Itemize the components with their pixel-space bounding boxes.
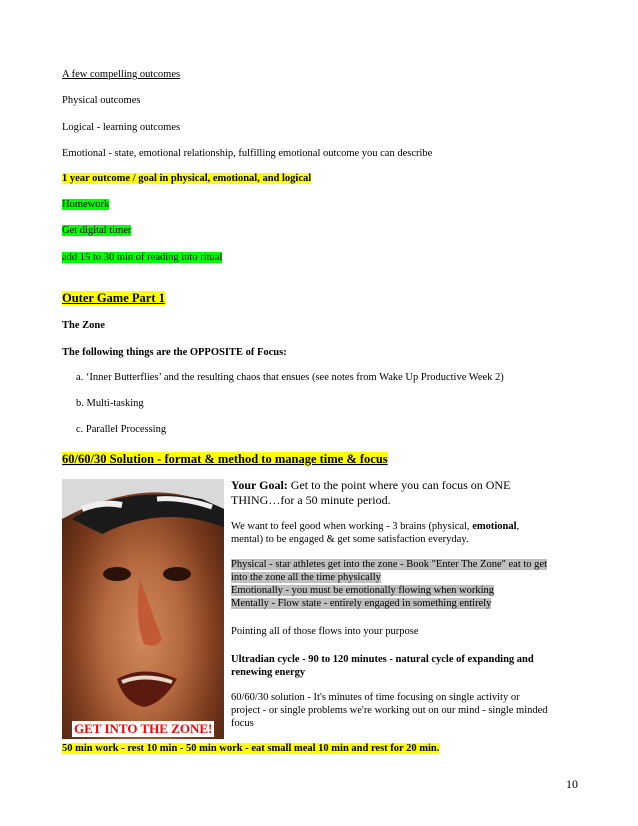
- brains-text-comma: ,: [516, 521, 520, 532]
- one-year-goal: [62, 172, 311, 185]
- the-zone-heading: The Zone: [62, 320, 105, 331]
- logical-outcomes: Logical - learning outcomes: [62, 122, 181, 133]
- cyclist-photo: [62, 479, 224, 739]
- physical-outcomes: Physical outcomes: [62, 95, 141, 106]
- emotional-flow-line: [231, 584, 571, 597]
- photo-caption: GET INTO THE ZONE!: [74, 721, 213, 736]
- goal-text-1: Get to the point where you can focus on ONE: [287, 478, 511, 492]
- emotional-outcomes: Emotional - state, emotional relationship, fulfilling emotional outcome you can describe: [62, 148, 433, 159]
- purpose-line: Pointing all of those flows into your purpose: [231, 626, 419, 637]
- homework-label: [62, 198, 109, 211]
- opposite-of-focus-heading: The following things are the OPPOSITE of Focus:: [62, 347, 287, 358]
- work-rest-schedule-text: 50 min work - rest 10 min - 50 min work - eat small meal 10 min and rest for 20 min.: [62, 743, 440, 754]
- solution-paragraph-line-3: focus: [231, 718, 254, 729]
- brains-paragraph-line-2: mental) to be engaged & get some satisfaction everyday.: [231, 534, 469, 545]
- solution-heading-text: 60/60/30 Solution - format & method to manage time & focus: [62, 452, 388, 466]
- solution-paragraph-line-1: 60/60/30 solution - It's minutes of time focusing on single activity or: [231, 692, 520, 703]
- reading-task: [62, 251, 222, 264]
- one-year-goal-text: 1 year outcome / goal in physical, emotional, and logical: [62, 173, 312, 184]
- mental-flow-line: [231, 597, 571, 610]
- brains-text-a: We want to feel good when working - 3 brains (physical,: [231, 521, 473, 532]
- list-item-parallel-processing: c. Parallel Processing: [76, 424, 167, 435]
- outcomes-heading: A few compelling outcomes: [62, 69, 181, 80]
- brains-text-emotional: emotional: [472, 521, 517, 532]
- digital-timer-text: Get digital timer: [62, 225, 132, 236]
- ultradian-line-1: Ultradian cycle - 90 to 120 minutes - natural cycle of expanding and: [231, 654, 534, 665]
- physical-zone-line-1: [231, 558, 571, 571]
- outer-game-heading-text: Outer Game Part 1: [62, 291, 165, 305]
- page-number: 10: [566, 777, 578, 791]
- mental-flow-text: Mentally - Flow state - entirely engaged in something entirely: [231, 598, 492, 609]
- goal-line-2: THING…for a 50 minute period.: [231, 493, 391, 507]
- physical-zone-line-2: [231, 571, 571, 584]
- emotional-flow-text: Emotionally - you must be emotionally flowing when working: [231, 585, 495, 596]
- solution-paragraph-line-2: project - or single problems we're working out on our mind - single minded: [231, 705, 548, 716]
- physical-zone-text-1: Physical - star athletes get into the zone - Book "Enter The Zone" eat to get: [231, 559, 547, 570]
- ultradian-line-2: renewing energy: [231, 667, 306, 678]
- list-item-multi-tasking: b. Multi-tasking: [76, 398, 144, 409]
- outer-game-heading: [62, 291, 165, 306]
- brains-paragraph-line-1: [231, 520, 571, 533]
- list-item-inner-butterflies: a. ‘Inner Butterflies’ and the resulting chaos that ensues (see notes from Wake Up Productive Week 2): [76, 372, 504, 383]
- physical-zone-text-2: into the zone all the time physically: [231, 572, 381, 583]
- goal-line-1: [231, 478, 571, 493]
- homework-text: Homework: [62, 199, 110, 210]
- cyclist-face-illustration: [62, 479, 224, 739]
- reading-task-text: add 15 to 30 min of reading into ritual: [62, 252, 223, 263]
- solution-heading: [62, 452, 388, 467]
- work-rest-schedule: [62, 742, 439, 755]
- digital-timer-task: [62, 224, 131, 237]
- goal-label: Your Goal:: [231, 478, 288, 492]
